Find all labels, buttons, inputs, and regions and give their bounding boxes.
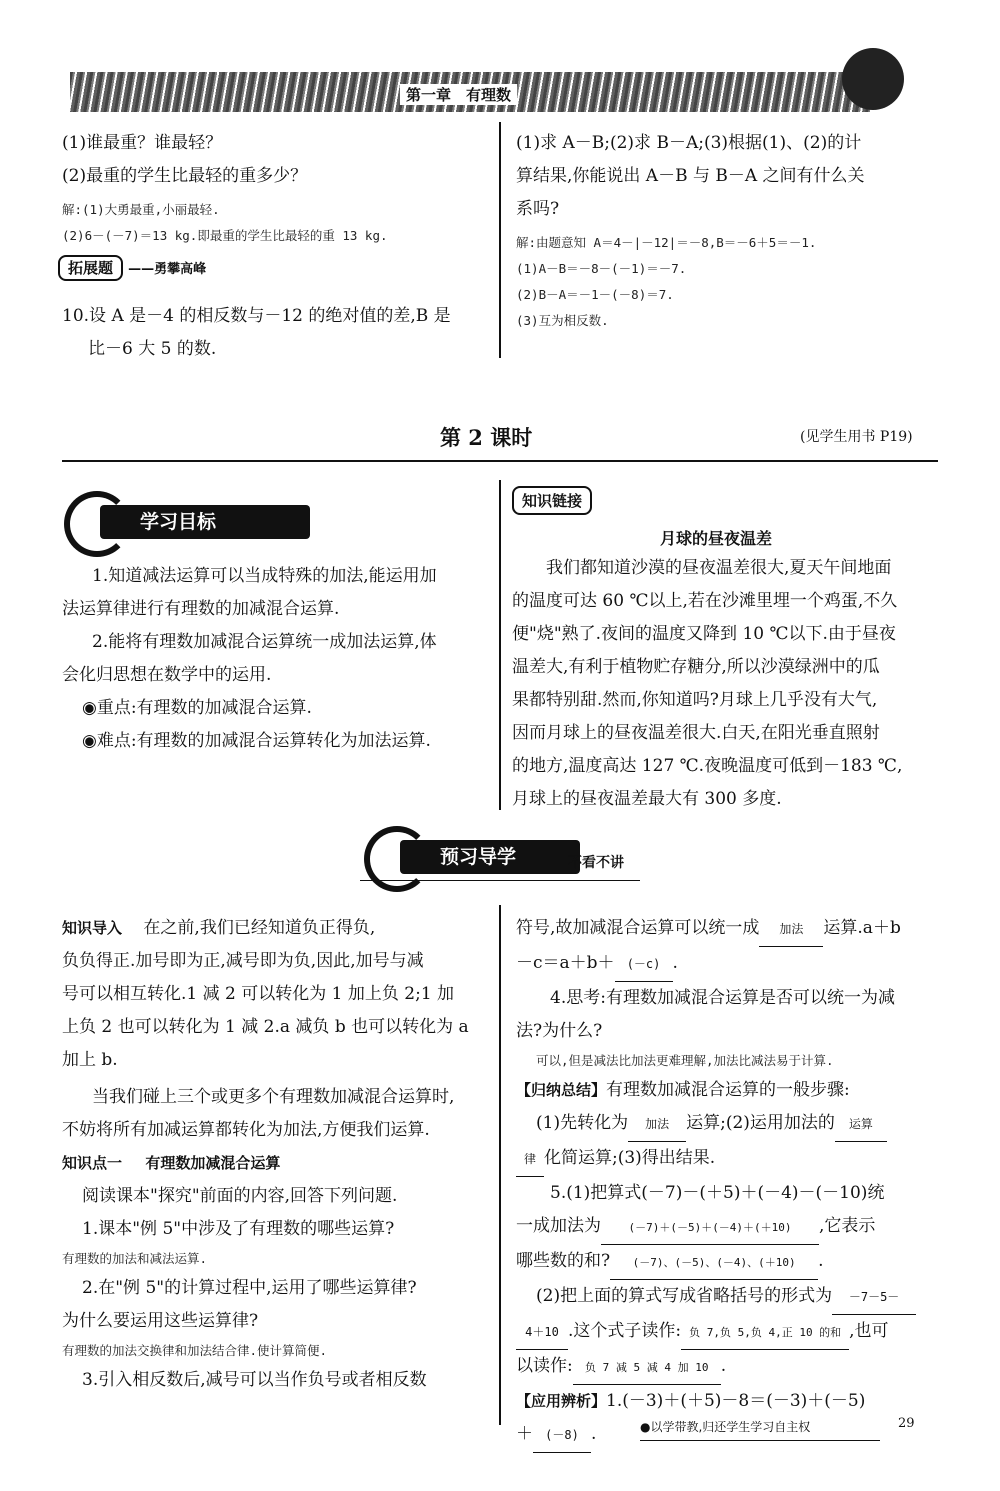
kl-line: 便"烧"熟了.夜间的温度又降到 10 ℃以下.由于昼夜	[512, 624, 896, 644]
q-line1: (1)求 A－B;(2)求 B－A;(3)根据(1)、(2)的计	[516, 133, 862, 153]
point1-title: 有理数加减混合运算	[145, 1154, 281, 1172]
text: 运算.a＋b	[823, 918, 901, 938]
top-right-block	[516, 127, 956, 334]
answer-2: (1)A－B＝－8－(－1)＝－7.	[516, 261, 687, 276]
answer-2: 有理数的加法交换律和加法结合律.使计算简便.	[62, 1343, 328, 1358]
answer-4: 可以,但是减法比加法更难理解,加法比减法易于计算.	[536, 1053, 834, 1068]
application-label: 【应用辨析】	[516, 1392, 607, 1410]
chapter-title: 第一章 有理数	[400, 84, 517, 105]
column-divider-bottom	[499, 905, 501, 1425]
kl-line: 我们都知道沙漠的昼夜温差很大,夏天午间地面	[546, 558, 892, 578]
question-4-line2: 法?为什么?	[516, 1021, 603, 1041]
text: ＋	[516, 1424, 533, 1444]
fill-blank: 运算	[835, 1108, 887, 1142]
knowledge-link-text	[512, 552, 952, 816]
text: (1)先转化为	[536, 1113, 629, 1133]
text: .这个式子读作:	[568, 1321, 682, 1341]
kl-line: 的温度可达 60 ℃以上,若在沙滩里埋一个鸡蛋,不久	[512, 591, 898, 611]
fill-blank: 律	[516, 1143, 544, 1177]
column-divider-mid	[499, 480, 501, 810]
footer-rule	[640, 1440, 880, 1441]
answer-1: 解:由题意知 A＝4－|－12|＝－8,B＝－6＋5＝－1.	[516, 235, 817, 250]
intro-line: 加上 b.	[62, 1050, 118, 1070]
text: 运算;(2)运用加法的	[686, 1113, 835, 1133]
knowledge-link-title: 月球的昼夜温差	[660, 529, 773, 548]
difficulty-point: ◉难点:有理数的加减混合运算转化为加法运算.	[82, 731, 431, 751]
text: .	[720, 1356, 727, 1376]
para-line: 当我们碰上三个或更多个有理数加减混合运算时,	[92, 1087, 455, 1107]
fill-blank: (－c)	[615, 948, 673, 982]
bottom-left-block	[62, 912, 492, 1397]
fill-blank: －7－5－	[832, 1281, 916, 1315]
summary-label: 【归纳总结】	[516, 1081, 607, 1099]
kl-line: 果都特别甜.然而,你知道吗?月球上几乎没有大气,	[512, 690, 878, 710]
intro-line: 上负 2 也可以转化为 1 减 2.a 减负 b 也可以转化为 a	[62, 1017, 469, 1037]
objectives-banner	[100, 505, 310, 539]
preview-sub: 不看不讲	[568, 855, 624, 871]
extension-heading	[58, 257, 206, 278]
text: 一成加法为	[516, 1216, 601, 1236]
text: .	[818, 1251, 824, 1271]
fill-blank: 负 7,负 5,负 4,正 10 的和	[681, 1316, 849, 1350]
intro-line: 负负得正.加号即为正,减号即为负,因此,加号与减	[62, 951, 424, 971]
q-line3: 系吗?	[516, 199, 560, 219]
mascot-icon	[842, 48, 904, 110]
answer-2: (2)6－(－7)＝13 kg.即最重的学生比最轻的重 13 kg.	[62, 228, 388, 243]
point1-label: 知识点一	[62, 1154, 123, 1172]
footer-slogan: ●以学带教,归还学生学习自主权	[640, 1420, 811, 1434]
intro-line: 在之前,我们已经知道负正得负,	[143, 918, 376, 938]
fill-blank: 4＋10	[516, 1316, 568, 1350]
text: 符号,故加减混合运算可以统一成	[516, 918, 760, 938]
kl-line: 因而月球上的昼夜温差很大.白天,在阳光垂直照射	[512, 723, 880, 743]
text: 以读作:	[516, 1356, 573, 1376]
objective-2-line1: 2.能将有理数加减混合运算统一成加法运算,体	[92, 632, 437, 652]
knowledge-link-badge: 知识链接	[512, 486, 592, 515]
fill-blank: (－7)、(－5)、(－4)、(＋10)	[610, 1246, 818, 1280]
bottom-right-block	[516, 912, 956, 1453]
text: (2)把上面的算式写成省略括号的形式为	[536, 1286, 833, 1306]
intro-label: 知识导入	[62, 919, 123, 937]
text: .	[672, 953, 678, 973]
preview-banner	[400, 840, 580, 874]
question-2-line2: 为什么要运用这些运算律?	[62, 1311, 259, 1331]
extension-sub: ——勇攀高峰	[128, 262, 207, 277]
answer-1: 解:(1)大勇最重,小丽最轻.	[62, 202, 220, 217]
q-heaviest: (1)谁最重？谁最轻？	[62, 133, 223, 153]
question-1: 1.课本"例 5"中涉及了有理数的哪些运算?	[82, 1219, 395, 1239]
preview-banner-text: 预习导学	[440, 846, 517, 868]
fill-blank: (－8)	[533, 1419, 591, 1453]
question-3: 3.引入相反数后,减号可以当作负号或者相反数	[82, 1370, 427, 1390]
objectives-banner-text: 学习目标	[140, 511, 217, 533]
q-difference: (2)最重的学生比最轻的重多少？	[62, 166, 308, 186]
objective-2-line2: 会化归思想在数学中的运用.	[62, 665, 272, 685]
fill-blank: 加法	[628, 1108, 686, 1142]
text: －c＝a＋b＋	[516, 953, 615, 973]
q10-line1: 10.设 A 是－4 的相反数与－12 的绝对值的差,B 是	[62, 306, 451, 326]
question-4-line1: 4.思考:有理数加减混合运算是否可以统一为减	[550, 988, 895, 1008]
extension-label: 拓展题	[58, 255, 123, 281]
preview-rule	[360, 880, 640, 881]
kl-line: 温差大,有利于植物贮存糖分,所以沙漠绿洲中的瓜	[512, 657, 880, 677]
lesson-rule	[62, 460, 938, 462]
fill-blank: 负 7 减 5 减 4 加 10	[573, 1351, 721, 1385]
read-instruction: 阅读课本"探究"前面的内容,回答下列问题.	[82, 1186, 398, 1206]
key-point: ◉重点:有理数的加减混合运算.	[82, 698, 312, 718]
lesson-title: 第 2 课时	[440, 425, 533, 450]
question-5-line1: 5.(1)把算式(－7)－(＋5)＋(－4)－(－10)统	[550, 1183, 885, 1203]
column-divider-top	[499, 122, 501, 358]
application-text: 1.(－3)＋(＋5)－8＝(－3)＋(－5)	[606, 1391, 866, 1411]
text: 化简运算;(3)得出结果.	[544, 1148, 716, 1168]
kl-line: 月球上的昼夜温差最大有 300 多度.	[512, 789, 782, 809]
objective-1-line1: 1.知道减法运算可以当成特殊的加法,能运用加	[92, 566, 437, 586]
text: 哪些数的和?	[516, 1251, 611, 1271]
intro-line: 号可以相互转化.1 减 2 可以转化为 1 加上负 2;1 加	[62, 984, 455, 1004]
swirl-icon	[364, 826, 430, 892]
summary-text: 有理数加减混合运算的一般步骤:	[606, 1080, 850, 1100]
fill-blank: 加法	[759, 913, 823, 947]
text: ,它表示	[819, 1216, 876, 1236]
q10-line2: 比－6 大 5 的数.	[88, 339, 217, 359]
top-left-block	[62, 127, 502, 249]
para-line: 不妨将所有加减运算都转化为加法,方便我们运算.	[62, 1120, 430, 1140]
question-10	[62, 300, 451, 366]
page-number: 29	[898, 1416, 915, 1431]
lesson-ref: (见学生用书 P19)	[800, 429, 913, 445]
question-2-line1: 2.在"例 5"的计算过程中,运用了哪些运算律?	[82, 1278, 417, 1298]
answer-3: (2)B－A＝－1－(－8)＝7.	[516, 287, 674, 302]
kl-line: 的地方,温度高达 127 ℃.夜晚温度可低到－183 ℃,	[512, 756, 903, 776]
answer-4: (3)互为相反数.	[516, 313, 609, 328]
text: ,也可	[849, 1321, 889, 1341]
text: .	[591, 1424, 597, 1444]
answer-1: 有理数的加法和减法运算.	[62, 1251, 208, 1266]
q-line2: 算结果,你能说出 A－B 与 B－A 之间有什么关	[516, 166, 865, 186]
swirl-icon	[64, 491, 130, 557]
objective-1-line2: 法运算律进行有理数的加减混合运算.	[62, 599, 340, 619]
objectives-block	[62, 560, 492, 758]
fill-blank: (－7)＋(－5)＋(－4)＋(＋10)	[601, 1211, 819, 1245]
